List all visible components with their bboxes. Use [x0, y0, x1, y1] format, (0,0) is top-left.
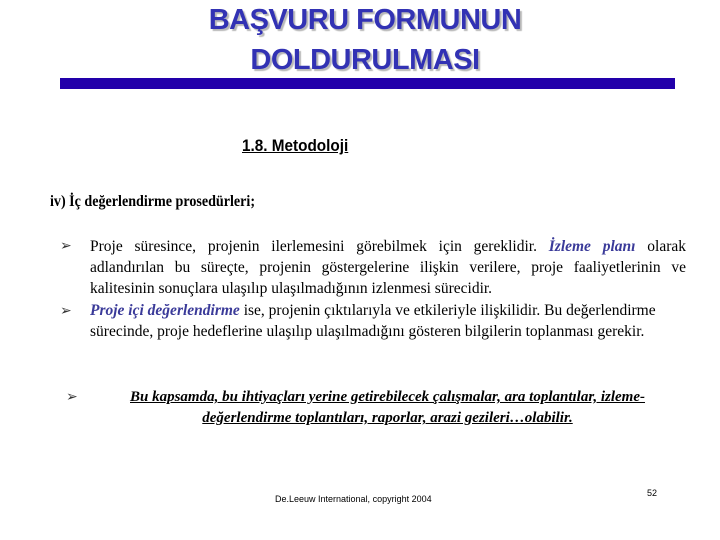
- bullet-text: ise, projenin çıktılarıyla ve etkileriyle ilişkilidir. Bu değerlendirme sürecinde, proje hedeflerine ulaşılıp ulaşılmadığını gösteren bilgilerin toplanması gerekir.: [90, 302, 656, 341]
- bullet-paragraph-3: Bu kapsamda, bu ihtiyaçları yerine getirebilecek çalışmalar, ara toplantılar, izleme-değerlendirme toplantıları, raporlar, arazi gezileri…olabilir.: [130, 389, 645, 426]
- emphasis-term: Proje içi değerlendirme: [90, 302, 240, 319]
- bullet-text: olarak adlandırılan bu süreçte, projenin göstergelerine ilişkin verilere, proje faaliyetlerinin ve kalitesinin sonuçlara ulaşılıp ulaşılmadığının izlenmesi sürecidir.: [90, 238, 686, 298]
- title-divider: [60, 78, 675, 89]
- subheading: iv) İç değerlendirme prosedürleri;: [50, 193, 256, 210]
- arrow-bullet-icon: ➢: [66, 390, 78, 405]
- bullet-text: Proje süresince, projenin ilerlemesini görebilmek için gereklidir.: [90, 238, 549, 255]
- emphasis-term: İzleme planı: [548, 238, 636, 255]
- arrow-bullet-icon: ➢: [60, 239, 72, 254]
- page-number: 52: [647, 488, 658, 498]
- bullet-paragraph-1: [90, 236, 686, 300]
- slide-title-line1: BAŞVURU FORMUNUN: [208, 4, 522, 36]
- arrow-bullet-icon: ➢: [60, 304, 72, 319]
- bullet-paragraph-2: [90, 300, 686, 342]
- section-heading: 1.8. Metodoloji: [242, 136, 349, 155]
- slide-title-line2: DOLDURULMASI: [250, 44, 480, 76]
- footer-copyright: De.Leeuw International, copyright 2004: [275, 494, 432, 504]
